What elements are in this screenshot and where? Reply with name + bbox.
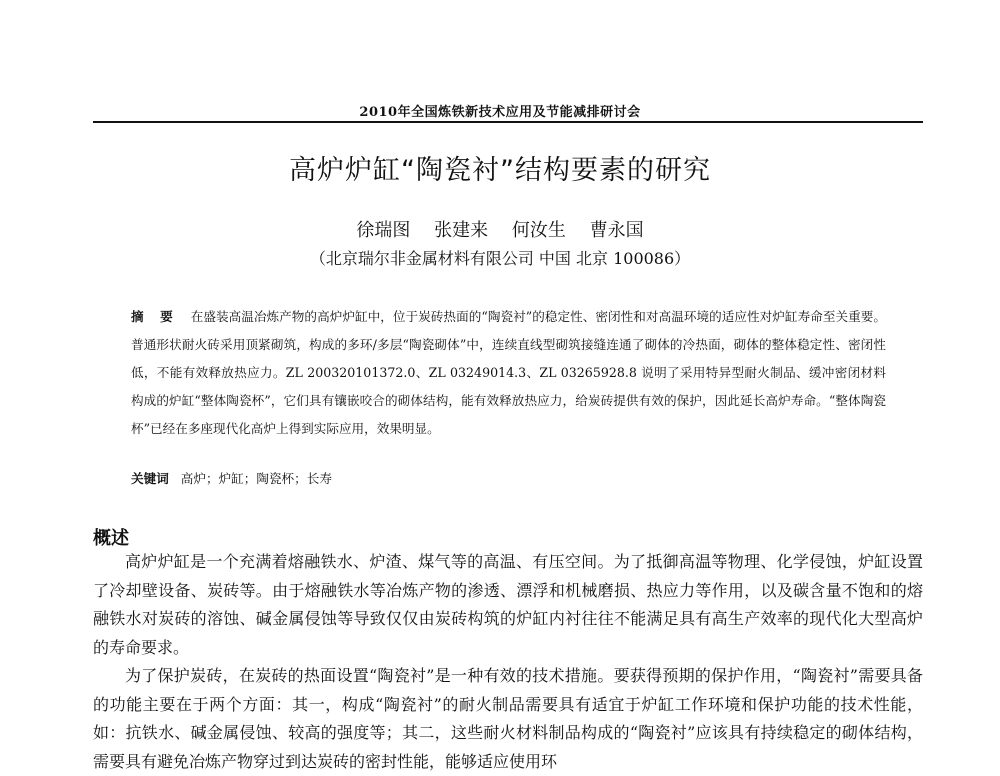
- section-title: 概述: [93, 528, 129, 549]
- author-name: 曹永国: [589, 220, 644, 241]
- paragraph: 高炉炉缸是一个充满着熔融铁水、炉渣、煤气等的高温、有压空间。为了抵御高温等物理、化学侵蚀，炉缸设置了冷却壁设备、炭砖等。由于熔融铁水等冶炼产物的渗透、漂浮和机械磨损、热应力等作用，以及碳含量不饱和的熔融铁水对炭砖的溶蚀、碱金属侵蚀等导致仅仅由炭砖构筑的炉缸内衬往往不能满足具有高生产效率的现代化大型高炉的寿命要求。: [93, 552, 923, 657]
- paragraph: 为了保护炭砖，在炭砖的热面设置“陶瓷衬”是一种有效的技术措施。要获得预期的保护作用，“陶瓷衬”需要具备的功能主要在于两个方面：其一，构成“陶瓷衬”的耐火制品需要具有适宜于炉缸工作环境和保护功能的技术性能，如：抗铁水、碱金属侵蚀、较高的强度等；其二，这些耐火材料制品构成的“陶瓷衬”应该具有持续稳定的砌体结构，需要具有避免冶炼产物穿过到达炭砖的密封性能，能够适应使用环: [93, 666, 923, 771]
- keywords-text: 高炉；炉缸；陶瓷杯；长寿: [180, 471, 332, 486]
- paper-title: 高炉炉缸“陶瓷衬”结构要素的研究: [289, 155, 711, 186]
- author-name: 张建来: [434, 220, 489, 241]
- author-name: 何汝生: [511, 220, 566, 241]
- keywords-label: 关键词: [131, 471, 169, 486]
- abstract-text: 在盛装高温冶炼产物的高炉炉缸中，位于炭砖热面的“陶瓷衬”的稳定性、密闭性和对高温环境的适应性对炉缸寿命至关重要。普通形状耐火砖采用顶紧砌筑，构成的多环/多层“陶瓷砌体”中，连续直线型砌筑接缝连通了砌体的冷热面，砌体的整体稳定性、密闭性低，不能有效释放热应力。ZL 200320101372.0、ZL 03249014.3、ZL 03265928.8 说明了采用特异型耐火制品、缓冲密闭材料构成的炉缸“整体陶瓷杯”，它们具有镶嵌咬合的砌体结构，能有效释放热应力，给炭砖提供有效的保护，因此延长高炉寿命。“整体陶瓷杯”已经在多座现代化高炉上得到实际应用，效果明显。: [131, 309, 886, 436]
- affiliation: （北京瑞尔非金属材料有限公司 中国 北京 100086）: [309, 249, 691, 268]
- body-text: [93, 548, 923, 776]
- conference-header: 2010年全国炼铁新技术应用及节能减排研讨会: [359, 105, 641, 120]
- author-list: [0, 216, 1000, 242]
- header-rule: [93, 121, 923, 123]
- abstract: [131, 303, 886, 443]
- author-name: 徐瑞图: [356, 220, 411, 241]
- abstract-label: 摘 要: [131, 309, 179, 324]
- keywords: [131, 468, 886, 487]
